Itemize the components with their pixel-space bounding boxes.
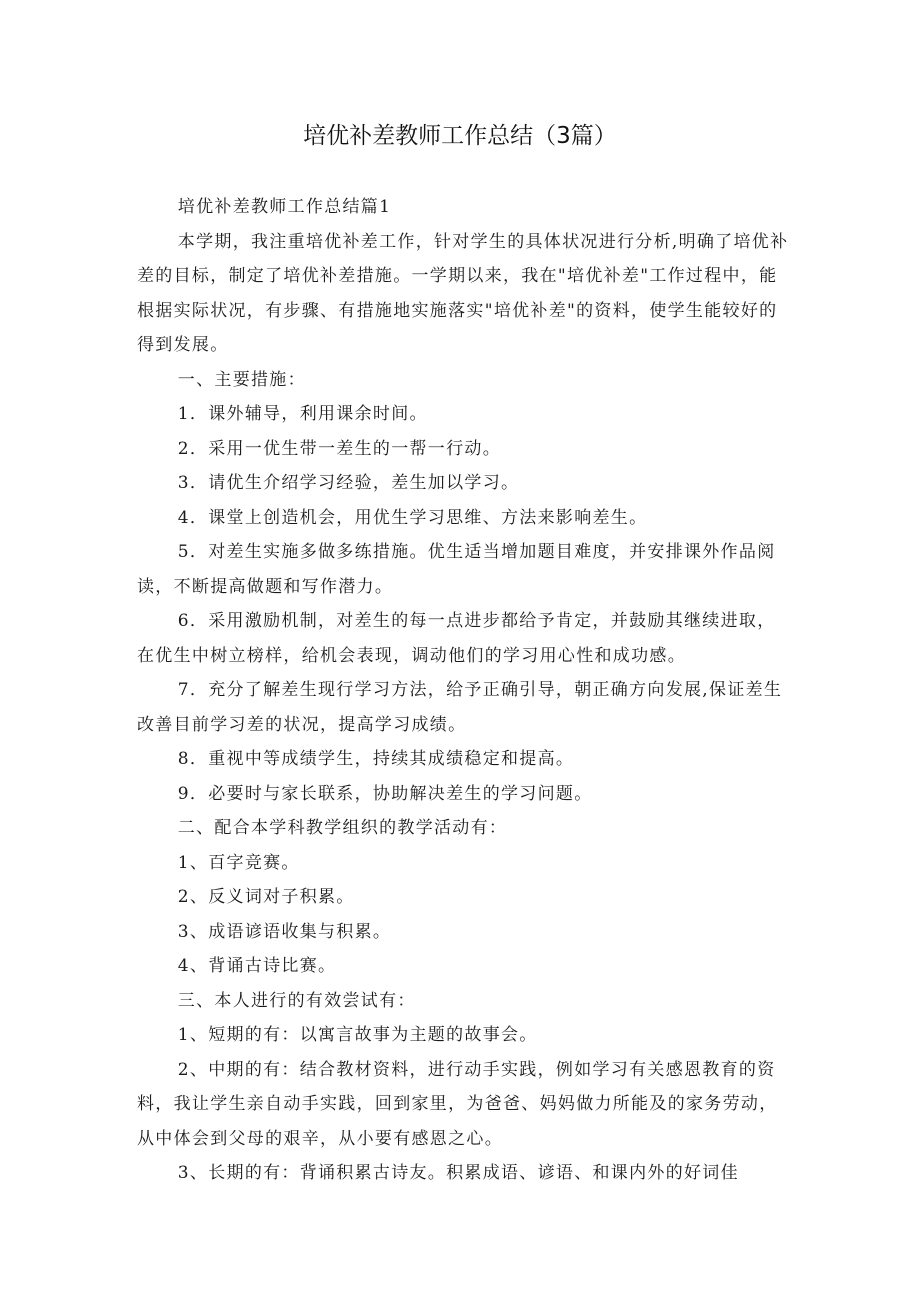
measure-item: 2．采用一优生带一差生的一帮一行动。	[177, 438, 502, 459]
measure-item: 5．对差生实施多做多练措施。优生适当增加题目难度，并安排课外作品阅读，不断提高做题和写作潜力。	[137, 542, 776, 597]
activity-item: 1、百字竞赛。	[177, 852, 300, 873]
paragraph-intro: 本学期，我注重培优补差工作，针对学生的具体状况进行分析,明确了培优补差的目标，制定了培优补差措施。一学期以来，我在"培优补差"工作过程中，能根据实际状况，有步骤、有措施地实施落实"培优补差"的资料，使学生能较好的得到发展。	[137, 231, 789, 355]
measure-item: 9．必要时与家长联系，协助解决差生的学习问题。	[177, 783, 593, 804]
document-title: 培优补差教师工作总结（3篇）	[303, 123, 617, 149]
document-body	[137, 190, 792, 1191]
measure-item: 3．请优生介绍学习经验，差生加以学习。	[177, 473, 520, 493]
activity-item: 3、成语谚语收集与积累。	[177, 921, 392, 942]
section-heading: 培优补差教师工作总结篇1	[177, 197, 392, 217]
heading-attempts: 三、本人进行的有效尝试有：	[177, 990, 416, 1011]
measure-item: 7．充分了解差生现行学习方法，给予正确引导，朝正确方向发展,保证差生改善目前学习差的状况，提高学习成绩。	[137, 680, 783, 735]
measure-item: 8．重视中等成绩学生，持续其成绩稳定和提高。	[177, 749, 575, 769]
measure-item: 6．采用激励机制，对差生的每一点进步都给予肯定，并鼓励其继续进取，在优生中树立榜样，给机会表现，调动他们的学习用心性和成功感。	[137, 611, 776, 666]
activity-item: 2、反义词对子积累。	[177, 887, 355, 907]
heading-activities: 二、配合本学科教学组织的教学活动有：	[177, 818, 508, 838]
attempt-item: 3、长期的有：背诵积累古诗友。积累成语、谚语、和课内外的好词佳	[177, 1163, 739, 1183]
activity-item: 4、背诵古诗比赛。	[177, 956, 337, 976]
heading-main-measures: 一、主要措施：	[177, 369, 306, 390]
measure-item: 4．课堂上创造机会，用优生学习思维、方法来影响差生。	[177, 507, 648, 528]
measure-item: 1．课外辅导，利用课余时间。	[177, 404, 428, 424]
attempt-item: 2、中期的有：结合教材资料，进行动手实践，例如学习有关感恩教育的资料，我让学生亲自动手实践，回到家里，为爸爸、妈妈做力所能及的家务劳动，从中体会到父母的艰辛，从小要有感恩之心。	[137, 1059, 778, 1149]
attempt-item: 1、短期的有：以寓言故事为主题的故事会。	[177, 1025, 538, 1045]
